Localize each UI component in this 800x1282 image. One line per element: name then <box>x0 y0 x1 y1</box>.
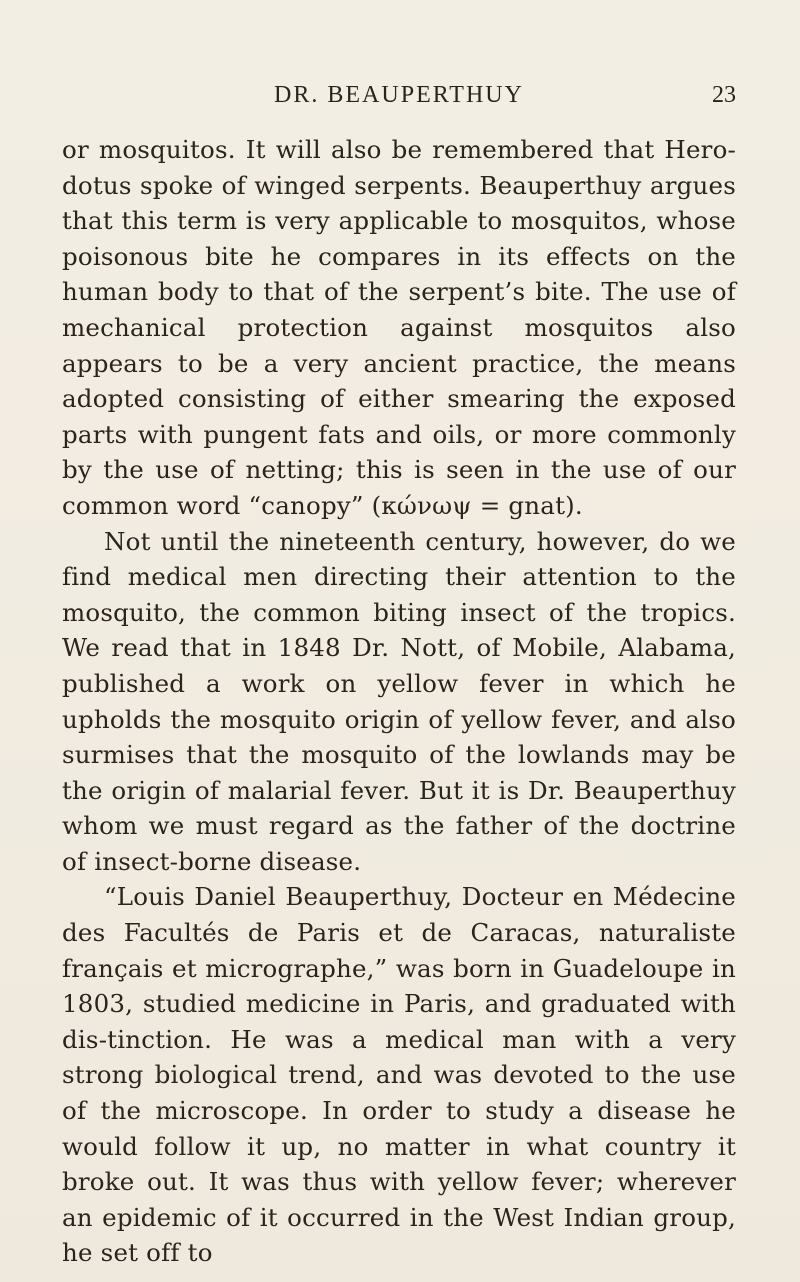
paragraph-3: “Louis Daniel Beauperthuy, Docteur en Médecine des Facultés de Paris et de Caracas, naturaliste français et micrographe,” was born in Guadeloupe in 1803, studied medicine in Paris, and graduated with dis-tinction. He was a medical man with a very strong biological trend, and was devoted to the use of the microscope. In order to study a disease he would follow it up, no matter in what country it broke out. It was thus with yellow fever; wherever an epidemic of it occurred in the West Indian group, he set off to <box>62 882 736 1268</box>
page-number: 23 <box>712 82 736 108</box>
paragraph-1: or mosquitos. It will also be remembered that Hero-dotus spoke of winged serpents. Beauperthuy argues that this term is very applicable to mosquitos, whose poisonous bite he compares in its effects on the human body to that of the serpent’s bite. The use of mechanical protection against mosquitos also appears to be a very ancient practice, the means adopted consisting of either smearing the exposed parts with pungent fats and oils, or more commonly by the use of netting; this is seen in the use of our common word “canopy” (κώνωψ = gnat). <box>62 135 736 520</box>
body-text <box>62 132 736 1271</box>
paragraph-2: Not until the nineteenth century, however, do we find medical men directing their attention to the mosquito, the common biting insect of the tropics. We read that in 1848 Dr. Nott, of Mobile, Alabama, published a work on yellow fever in which he upholds the mosquito origin of yellow fever, and also surmises that the mosquito of the lowlands may be the origin of malarial fever. But it is Dr. Beauperthuy whom we must regard as the father of the doctrine of insect-borne disease. <box>62 526 736 876</box>
running-title: DR. BEAUPERTHUY <box>274 82 524 108</box>
running-head <box>62 82 736 122</box>
